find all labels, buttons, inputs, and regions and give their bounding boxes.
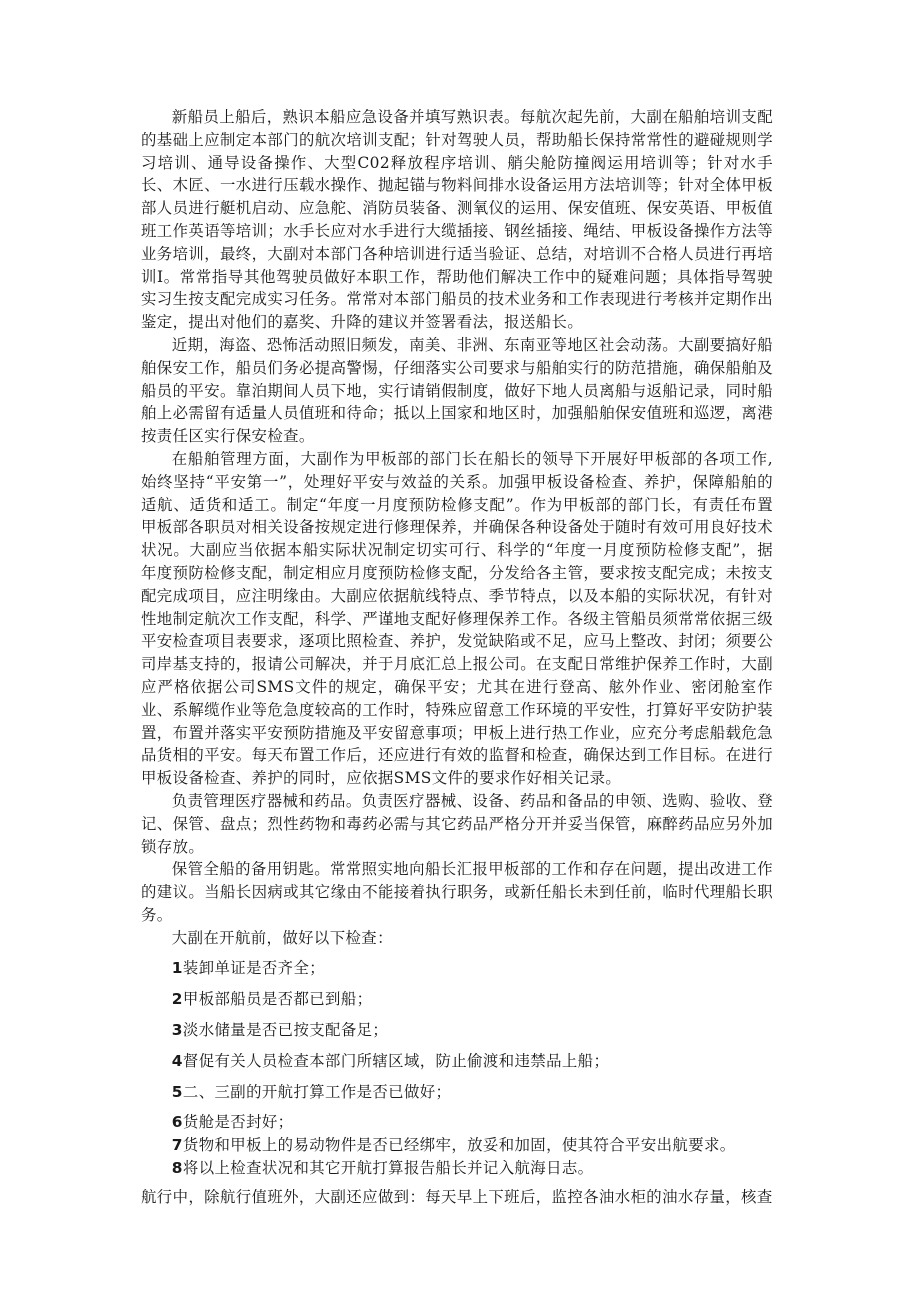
list-number: 7 <box>171 1136 183 1155</box>
list-number: 1 <box>171 959 183 978</box>
paragraph-voyage: 航行中，除航行值班外，大副还应做到：每天早上下班后，监控各油水柜的油水存量，核查 <box>141 1187 773 1206</box>
departure-checklist <box>141 957 773 1179</box>
list-number: 8 <box>171 1159 183 1178</box>
list-number: 6 <box>171 1113 183 1132</box>
list-number: 4 <box>171 1051 183 1070</box>
list-text: 装卸单证是否齐全； <box>182 959 326 978</box>
list-item <box>141 1157 773 1180</box>
list-item <box>141 1050 773 1073</box>
paragraph-security: 近期，海盗、恐怖活动照旧频发，南美、非洲、东南亚等地区社会动荡。大副要搞好船舶保安工作，船员们务必提高警惕，仔细落实公司要求与船舶实行的防范措施，确保船舶及船员的平安。靠泊期间人员下地，实行请销假制度，做好下地人员离船与返船记录，同时船舶上必需留有适量人员值班和待命；抵以上国家和地区时，加强船舶保安值班和巡逻，离港按责任区实行保安检查。 <box>141 335 773 446</box>
list-text: 淡水储量是否已按支配备足； <box>182 1021 389 1040</box>
list-text: 二、三副的开航打算工作是否已做好； <box>182 1082 452 1101</box>
paragraph-training: 新船员上船后，熟识本船应急设备并填写熟识表。每航次起先前，大副在船舶培训支配的基础上应制定本部门的航次培训支配；针对驾驶人员，帮助船长保持常常性的避碰规则学习培训、通导设备操作、大型C02释放程序培训、艄尖舱防撞阀运用培训等；针对水手长、木匠、一水进行压载水操作、抛起锚与物料间排水设备运用方法培训等；针对全体甲板部人员进行艇机启动、应急舵、消防员装备、测氧仪的运用、保安值班、保安英语、甲板值班工作英语等培训；水手长应对水手进行大缆插接、钢丝插接、绳结、甲板设备操作方法等业务培训，最终，大副对本部门各种培训进行适当验证、总结，对培训不合格人员进行再培训I。常常指导其他驾驶员做好本职工作，帮助他们解决工作中的疑难问题；具体指导驾驶实习生按支配完成实习任务。常常对本部门船员的技术业务和工作表现进行考核并定期作出鉴定，提出对他们的嘉奖、升降的建议并签署看法，报送船长。 <box>141 108 773 332</box>
paragraph-management: 在船舶管理方面，大副作为甲板部的部门长在船长的领导下开展好甲板部的各项工作,始终坚持“平安第一”，处理好平安与效益的关系。加强甲板设备检查、养护，保障船舶的适航、适货和适工。制定“年度一月度预防检修支配”。作为甲板部的部门长，有责任布置甲板部各职员对相关设备按规定进行修理保养，并确保各种设备处于随时有效可用良好技术状况。大副应当依据本船实际状况制定切实可行、科学的“年度一月度预防检修支配”，据年度预防检修支配，制定相应月度预防检修支配，分发给各主管，要求按支配完成；未按支配完成项目，应注明缘由。大副应依据航线特点、季节特点，以及本船的实际状况，有针对性地制定航次工作支配，科学、严谨地支配好修理保养工作。各级主管船员须常常依据三级平安检查项目表要求，逐项比照检查、养护，发觉缺陷或不足，应马上整改、封闭；须要公司岸基支持的，报请公司解决，并于月底汇总上报公司。在支配日常维护保养工作时，大副应严格依据公司SMS文件的规定，确保平安；尤其在进行登高、舷外作业、密闭舱室作业、系解缆作业等危急度较高的工作时，特殊应留意工作环境的平安性，打算好平安防护装置，布置并落实平安预防措施及平安留意事项；甲板上进行热工作业，应充分考虑船载危急品货相的平安。每天布置工作后，还应进行有效的监督和检查，确保达到工作目标。在进行甲板设备检查、养护的同时，应依据SMS文件的要求作好相关记录。 <box>141 449 773 788</box>
list-text: 甲板部船员是否都已到船； <box>182 990 373 1009</box>
list-number: 2 <box>171 990 183 1009</box>
list-item <box>141 957 773 980</box>
list-item <box>141 1081 773 1104</box>
list-number: 5 <box>171 1082 183 1101</box>
list-text: 将以上检查状况和其它开航打算报告船长并记入航海日志。 <box>182 1159 594 1178</box>
list-number: 3 <box>171 1021 183 1040</box>
list-text: 货物和甲板上的易动物件是否已经绑牢，放妥和加固，使其符合平安出航要求。 <box>182 1136 736 1155</box>
paragraph-medical: 负责管理医疗器械和药品。负责医疗器械、设备、药品和备品的申领、选购、验收、登记、保管、盘点；烈性药物和毒药必需与其它药品严格分开并妥当保管，麻醉药品应另外加锁存放。 <box>141 791 773 856</box>
list-item <box>141 988 773 1011</box>
list-item <box>141 1134 773 1157</box>
checklist-intro: 大副在开航前，做好以下检查： <box>171 928 393 947</box>
document-body <box>141 106 773 1209</box>
list-text: 货舱是否封好； <box>182 1113 294 1132</box>
list-text: 督促有关人员检查本部门所辖区域，防止偷渡和违禁品上船； <box>182 1051 610 1070</box>
list-item <box>141 1019 773 1042</box>
paragraph-keys: 保管全船的备用钥匙。常常照实地向船长汇报甲板部的工作和存在问题，提出改进工作的建议。当船长因病或其它缘由不能接着执行职务，或新任船长未到任前，临时代理船长职务。 <box>141 860 773 924</box>
list-item <box>141 1111 773 1134</box>
